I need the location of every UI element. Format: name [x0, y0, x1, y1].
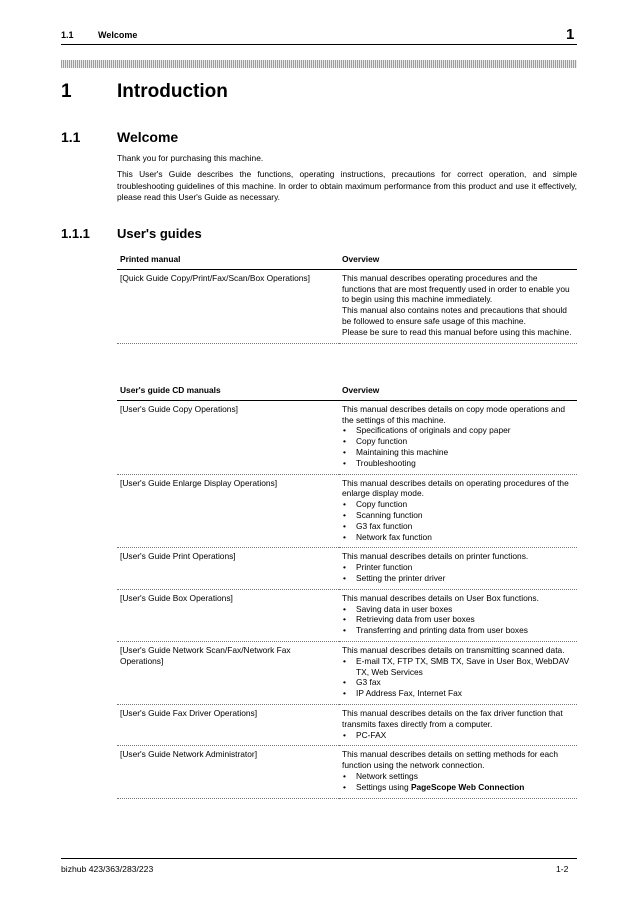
footer-model: bizhub 423/363/283/223	[61, 864, 154, 874]
section-heading-number: 1.1	[61, 129, 81, 145]
column-header: Overview	[339, 250, 577, 269]
header-rule	[61, 44, 577, 45]
chapter-heading-title: Introduction	[117, 81, 228, 102]
table-row	[117, 704, 577, 745]
list-item: • Specifications of originals and copy paper	[342, 425, 573, 436]
list-item: • E-mail TX, FTP TX, SMB TX, Save in User Box, WebDAV TX, Web Services	[342, 656, 573, 678]
running-header-section	[61, 30, 137, 40]
cd-manuals-table	[117, 381, 577, 799]
printed-manual-table	[117, 250, 577, 344]
column-header: Printed manual	[117, 250, 339, 269]
table-header-row	[117, 250, 577, 269]
section-heading-title: Welcome	[117, 129, 179, 145]
table-row	[117, 548, 577, 589]
list-item: • Saving data in user boxes	[342, 604, 573, 615]
manual-overview	[339, 269, 577, 343]
manual-name: [User's Guide Network Scan/Fax/Network Fax Operations]	[117, 641, 339, 704]
list-item: • PC-FAX	[342, 730, 573, 741]
table-row	[117, 746, 577, 798]
overview-text: This manual describes details on the fax driver function that transmits faxes directly from a computer.	[342, 707, 563, 729]
manual-name: [Quick Guide Copy/Print/Fax/Scan/Box Operations]	[117, 269, 339, 343]
intro-paragraph-1: Thank you for purchasing this machine.	[117, 153, 264, 163]
manual-overview	[339, 641, 577, 704]
overview-text: This manual describes details on printer functions.	[342, 551, 529, 562]
table-header-row	[117, 381, 577, 400]
intro-paragraph-2: This User's Guide describes the functions, operating instructions, precautions for correct operation, and simple troubleshooting guidelines of this machine. In order to obtain maximum performance from this product and use it effectively, please read this User's Guide as necessary.	[117, 169, 577, 202]
footer-page-number: 1-2	[556, 864, 569, 874]
running-header-title: Welcome	[98, 30, 138, 40]
list-item: • Transferring and printing data from user boxes	[342, 625, 573, 636]
list-item: • Retrieving data from user boxes	[342, 614, 573, 625]
list-item: • Network fax function	[342, 532, 573, 543]
manual-overview	[339, 589, 577, 641]
list-item: • Copy function	[342, 499, 573, 510]
manual-name: [User's Guide Print Operations]	[117, 548, 339, 589]
overview-text: Please be sure to read this manual before using this machine.	[342, 326, 572, 337]
manual-name: [User's Guide Box Operations]	[117, 589, 339, 641]
running-header-number: 1.1	[61, 30, 74, 40]
list-item: • G3 fax function	[342, 521, 573, 532]
column-header: User's guide CD manuals	[117, 381, 339, 400]
column-header: Overview	[339, 381, 577, 400]
overview-text: This manual describes details on operating procedures of the enlarge display mode.	[342, 477, 569, 499]
table-row	[117, 589, 577, 641]
overview-text: This manual describes details on User Box functions.	[342, 592, 539, 603]
list-item: • Network settings	[342, 771, 573, 782]
bullet-text: Settings using	[356, 781, 411, 792]
manual-overview	[339, 704, 577, 745]
manual-overview	[339, 474, 577, 548]
chapter-bar	[61, 60, 577, 68]
table-row	[117, 269, 577, 343]
overview-text: This manual describes operating procedures and the functions that are most frequently used in order to enable you to begin using this machine immediately.	[342, 272, 570, 305]
list-item: • G3 fax	[342, 677, 573, 688]
footer-rule	[61, 858, 577, 859]
bullet-bold-text: PageScope Web Connection	[410, 781, 525, 792]
running-header-chapter: 1	[566, 26, 575, 43]
manual-name: [User's Guide Network Administrator]	[117, 746, 339, 798]
list-item	[342, 782, 573, 793]
list-item: • IP Address Fax, Internet Fax	[342, 688, 573, 699]
subsection-heading-title: User's guides	[117, 226, 202, 241]
table-row	[117, 474, 577, 548]
manual-name: [User's Guide Copy Operations]	[117, 400, 339, 474]
manual-overview	[339, 746, 577, 798]
manual-name: [User's Guide Fax Driver Operations]	[117, 704, 339, 745]
overview-text: This manual describes details on setting methods for each function using the network connection.	[342, 749, 559, 771]
list-item: • Scanning function	[342, 510, 573, 521]
list-item: • Setting the printer driver	[342, 573, 573, 584]
list-item: • Maintaining this machine	[342, 447, 573, 458]
list-item: • Troubleshooting	[342, 458, 573, 469]
manual-overview	[339, 400, 577, 474]
subsection-heading-number: 1.1.1	[61, 226, 90, 241]
manual-name: [User's Guide Enlarge Display Operations]	[117, 474, 339, 548]
list-item: • Printer function	[342, 562, 573, 573]
chapter-heading-number: 1	[61, 81, 72, 102]
manual-overview	[339, 548, 577, 589]
table-row	[117, 641, 577, 704]
table-row	[117, 400, 577, 474]
list-item: • Copy function	[342, 436, 573, 447]
overview-text: This manual also contains notes and precautions that should be followed to ensure safe usage of this machine.	[342, 305, 567, 326]
overview-text: This manual describes details on transmitting scanned data.	[342, 644, 565, 655]
overview-text: This manual describes details on copy mode operations and the settings of this machine.	[342, 403, 565, 425]
